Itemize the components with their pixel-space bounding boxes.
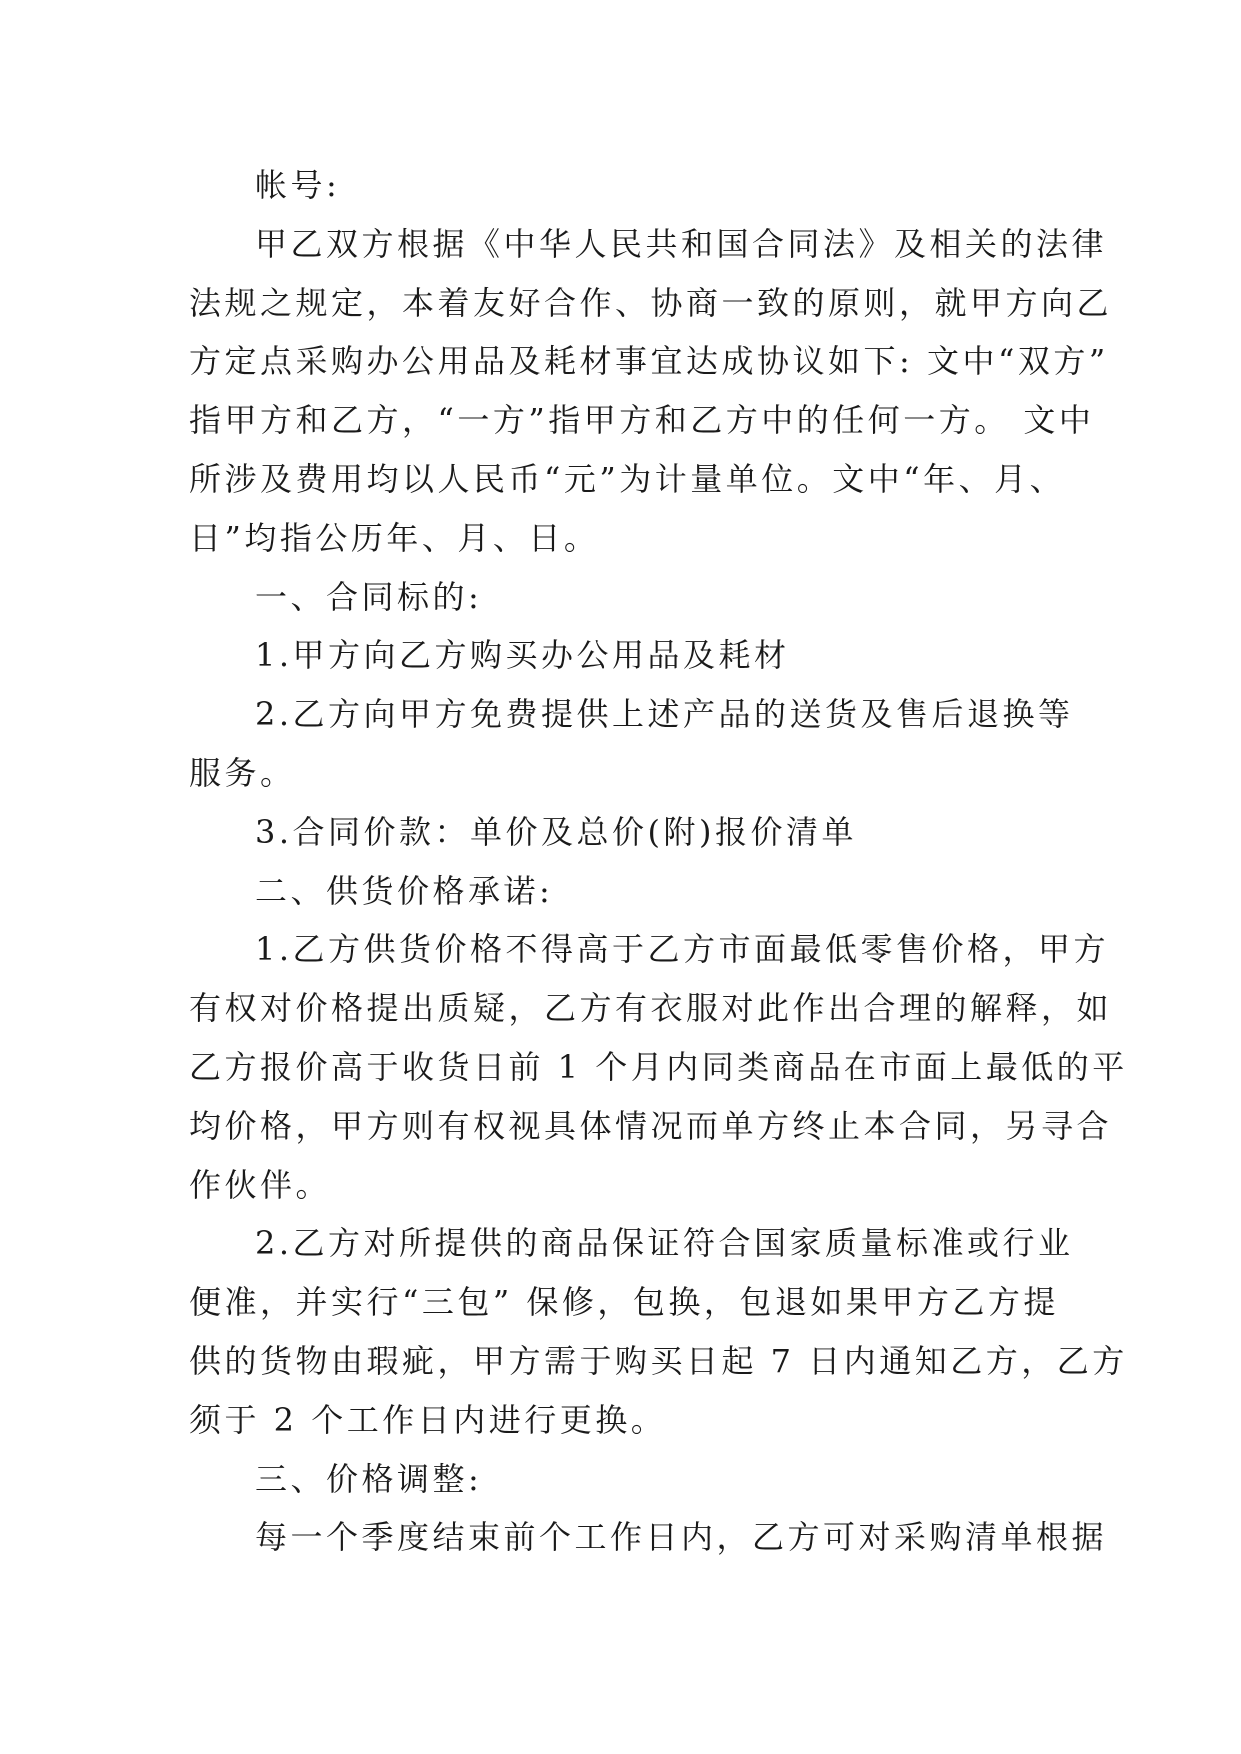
- preamble-paragraph: [189, 215, 1113, 568]
- text-line: 二、供货价格承诺:: [255, 871, 554, 910]
- section-heading: [189, 1450, 1059, 1509]
- text-line: 便准，并实行“三包” 保修，包换，包退如果甲方乙方提: [189, 1283, 1059, 1322]
- text-line: 均价格，甲方则有权视具体情况而单方终止本合同，另寻合: [189, 1106, 1113, 1145]
- text-line: 作伙伴。: [189, 1165, 332, 1204]
- text-line: 供的货物由瑕疵，甲方需于购买日起 7 日内通知乙方，乙方: [189, 1341, 1128, 1380]
- clause-item: [189, 1214, 1128, 1449]
- text-line: 所涉及费用均以人民币“元”为计量单位。文中“年、月、: [189, 459, 1066, 498]
- clause-item: [189, 626, 1059, 685]
- text-line: 方定点采购办公用品及耗材事宜达成协议如下: 文中“双方”: [189, 342, 1109, 381]
- clause-item: [189, 920, 1128, 1214]
- text-line: 甲乙双方根据《中华人民共和国合同法》及相关的法律: [255, 224, 1108, 263]
- clause-item: [189, 803, 1059, 862]
- text-line: 指甲方和乙方，“一方”指甲方和乙方中的任何一方。 文中: [189, 401, 1095, 440]
- text-line: 帐号:: [255, 166, 341, 204]
- document-body: [189, 156, 1128, 1567]
- section-heading: [189, 862, 1059, 921]
- text-line: 日”均指公历年、月、日。: [189, 518, 600, 557]
- text-line: 服务。: [189, 753, 296, 792]
- section-heading: [189, 568, 1059, 627]
- text-line: 三、价格调整:: [255, 1459, 483, 1498]
- clause-paragraph: [189, 1508, 1108, 1567]
- text-line: 1.甲方向乙方购买办公用品及耗材: [255, 636, 790, 675]
- text-line: 一、合同标的:: [255, 577, 483, 616]
- text-line: 每一个季度结束前个工作日内，乙方可对采购清单根据: [255, 1518, 1108, 1557]
- text-line: 1.乙方供货价格不得高于乙方市面最低零售价格，甲方: [255, 930, 1110, 969]
- text-line: 法规之规定，本着友好合作、协商一致的原则，就甲方向乙: [189, 283, 1113, 322]
- text-line: 2.乙方对所提供的商品保证符合国家质量标准或行业: [255, 1224, 1074, 1263]
- account-line: [189, 156, 1059, 215]
- text-line: 乙方报价高于收货日前 1 个月内同类商品在市面上最低的平: [189, 1047, 1128, 1086]
- text-line: 3.合同价款：单价及总价(附)报价清单: [255, 812, 858, 851]
- clause-item: [189, 685, 1074, 803]
- text-line: 2.乙方向甲方免费提供上述产品的送货及售后退换等: [255, 695, 1074, 734]
- text-line: 有权对价格提出质疑，乙方有衣服对此作出合理的解释，如: [189, 989, 1113, 1028]
- text-line: 须于 2 个工作日内进行更换。: [189, 1400, 667, 1439]
